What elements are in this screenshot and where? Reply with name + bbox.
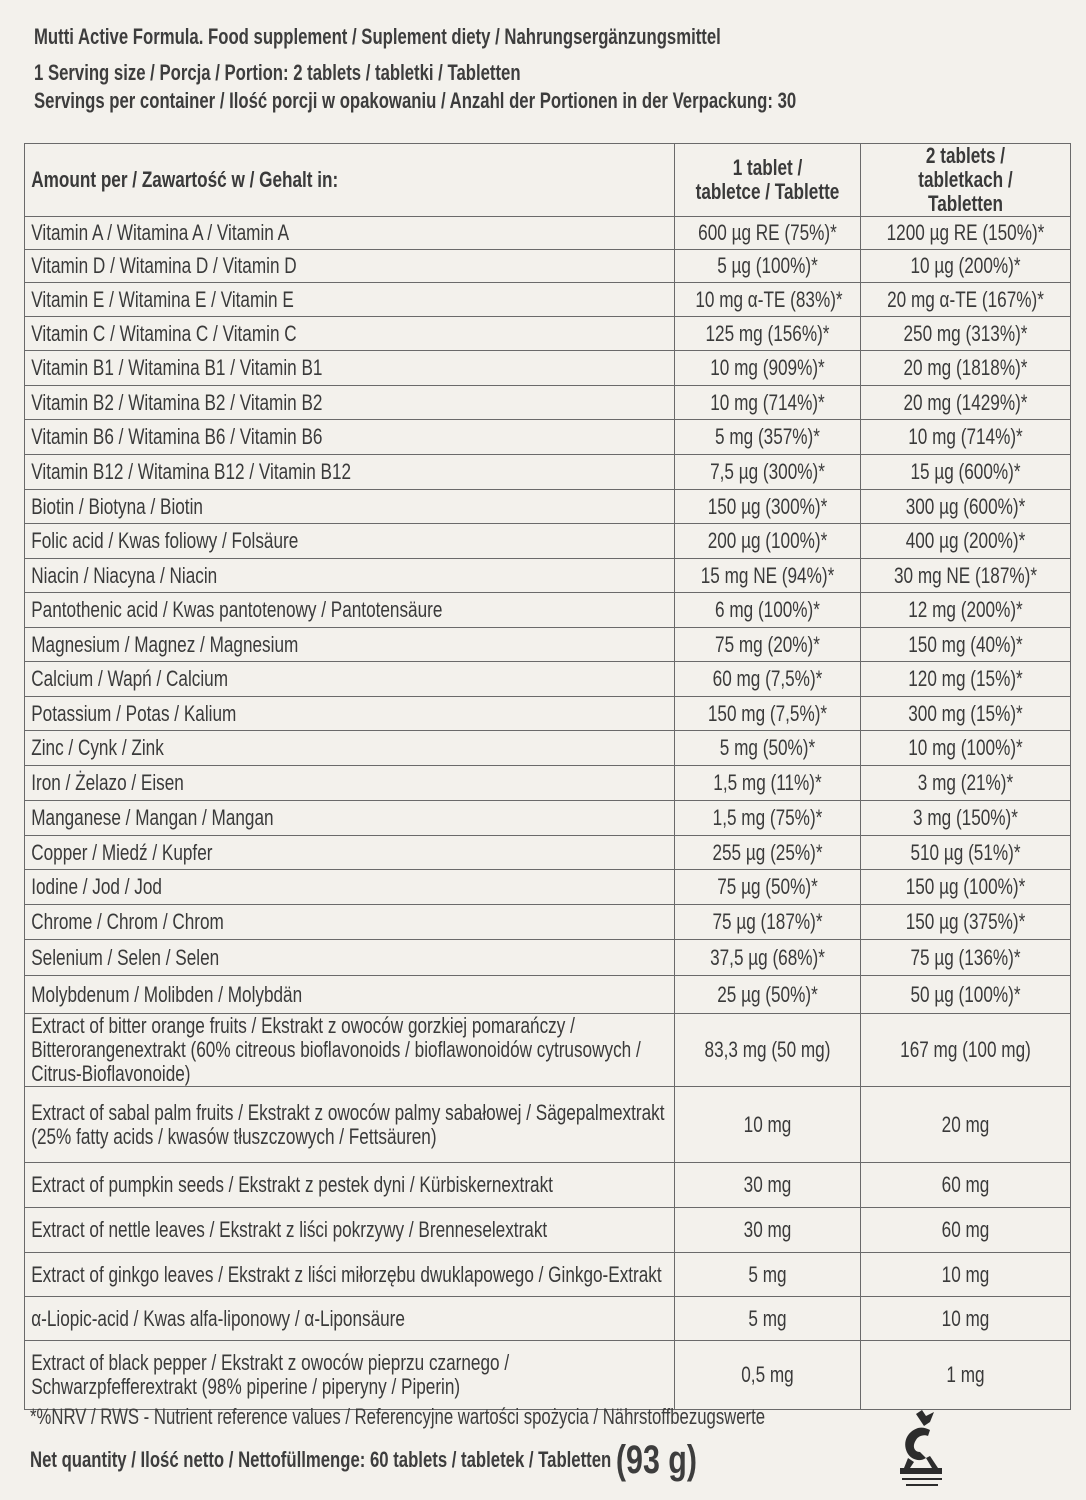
ingredient-name: Zinc / Cynk / Zink xyxy=(31,735,164,760)
ingredient-name-cell xyxy=(25,662,675,697)
ingredient-name-cell xyxy=(25,386,675,420)
ingredient-name: Manganese / Mangan / Mangan xyxy=(31,805,274,830)
ingredient-name: Biotin / Biotyna / Biotin xyxy=(31,493,203,519)
amount-two-tablets: 50 µg (100%)* xyxy=(910,981,1021,1007)
table-row xyxy=(25,801,1071,836)
amount-two-tablets: 150 µg (375%)* xyxy=(905,909,1026,934)
amount-two-tablets-cell xyxy=(861,217,1071,250)
table-row xyxy=(25,1087,1071,1163)
ingredient-name-cell xyxy=(25,1208,675,1253)
amount-two-tablets-cell xyxy=(861,697,1071,731)
ingredient-name-cell xyxy=(25,250,675,283)
amount-one-tablet: 1,5 mg (11%)* xyxy=(713,770,822,795)
ingredient-name-cell xyxy=(25,1163,675,1208)
amount-two-tablets: 1200 µg RE (150%)* xyxy=(886,220,1045,245)
amount-one-tablet: 15 mg NE (94%)* xyxy=(700,562,835,588)
ingredient-name: Extract of ginkgo leaves / Ekstrakt z liści miłorzębu dwuklapowego / Ginkgo-Extrakt xyxy=(31,1261,662,1287)
ingredient-name-cell xyxy=(25,836,675,870)
table-row xyxy=(25,455,1071,490)
ingredient-name: Extract of sabal palm fruits / Ekstrakt z owoców palmy sabałowej / Sägepalmextrakt (25% fatty acids / kwasów tłuszczowych / Fettsäuren) xyxy=(31,1099,665,1149)
amount-one-tablet: 1,5 mg (75%)* xyxy=(712,805,823,830)
amount-two-tablets: 20 mg α-TE (167%)* xyxy=(887,286,1044,312)
ingredient-name: Vitamin B6 / Witamina B6 / Vitamin B6 xyxy=(31,424,323,449)
net-quantity-label: Net quantity / Ilość netto / Nettofüllmenge: 60 tablets / tabletek / Tabletten xyxy=(30,1447,612,1472)
amount-one-tablet: 30 mg xyxy=(743,1172,792,1197)
ingredient-name-cell xyxy=(25,593,675,628)
amount-one-tablet-cell xyxy=(675,524,861,559)
amount-two-tablets: 3 mg (150%)* xyxy=(913,805,1018,830)
amount-one-tablet-cell xyxy=(675,1163,861,1208)
amount-one-tablet: 5 mg xyxy=(748,1261,787,1287)
amount-one-tablet: 0,5 mg xyxy=(741,1362,794,1387)
ingredient-name: Extract of black pepper / Ekstrakt z owoców pieprzu czarnego / Schwarzpfefferextrakt (98% piperine / piperyny / Piperin) xyxy=(31,1350,510,1399)
amount-one-tablet-cell xyxy=(675,697,861,731)
amount-two-tablets: 20 mg (1818%)* xyxy=(903,355,1028,380)
amount-two-tablets-cell xyxy=(861,1087,1071,1163)
ingredient-name: Iodine / Jod / Jod xyxy=(31,874,162,899)
nrv-footnote: *%NRV / RWS - Nutrient reference values / Referencyjne wartości spożycia / Nährstoffbezugswerte xyxy=(30,1404,766,1429)
table-row xyxy=(25,250,1071,283)
amount-two-tablets-cell xyxy=(861,836,1071,870)
amount-one-tablet-cell xyxy=(675,1208,861,1253)
table-row xyxy=(25,217,1071,250)
amount-one-tablet-cell xyxy=(675,217,861,250)
amount-two-tablets: 1 mg xyxy=(946,1362,985,1387)
amount-two-tablets-cell xyxy=(861,455,1071,490)
amount-two-tablets-cell xyxy=(861,1341,1071,1410)
amount-two-tablets: 10 mg (100%)* xyxy=(908,735,1023,760)
ingredient-name-cell xyxy=(25,1087,675,1163)
amount-two-tablets: 30 mg NE (187%)* xyxy=(893,562,1038,588)
ingredient-name-cell xyxy=(25,1014,675,1087)
nutrition-table xyxy=(24,143,1071,1410)
ingredient-name-cell xyxy=(25,697,675,731)
amount-one-tablet-cell xyxy=(675,940,861,976)
ingredient-name: Extract of pumpkin seeds / Ekstrakt z pestek dyni / Kürbiskernextrakt xyxy=(31,1172,553,1197)
amount-two-tablets-cell xyxy=(861,317,1071,351)
table-row xyxy=(25,1163,1071,1208)
amount-one-tablet: 200 µg (100%)* xyxy=(707,528,828,553)
table-row xyxy=(25,836,1071,870)
amount-two-tablets: 120 mg (15%)* xyxy=(908,666,1023,691)
amount-one-tablet-cell xyxy=(675,1087,861,1163)
ingredient-name: Vitamin B2 / Witamina B2 / Vitamin B2 xyxy=(31,389,323,415)
amount-two-tablets-cell xyxy=(861,1163,1071,1208)
ingredient-name-cell xyxy=(25,1297,675,1341)
amount-one-tablet-cell xyxy=(675,386,861,420)
amount-one-tablet: 5 mg xyxy=(748,1305,787,1331)
amount-two-tablets-cell xyxy=(861,490,1071,524)
table-row xyxy=(25,1253,1071,1297)
table-row xyxy=(25,1208,1071,1253)
amount-one-tablet: 6 mg (100%)* xyxy=(715,597,820,622)
ingredient-name-cell xyxy=(25,976,675,1014)
column-header-two-tablets: 2 tablets / tabletkach / Tabletten xyxy=(861,144,1071,217)
amount-one-tablet: 5 mg (357%)* xyxy=(715,424,820,449)
amount-two-tablets-cell xyxy=(861,250,1071,283)
ingredient-name-cell xyxy=(25,1253,675,1297)
ingredient-name: Chrome / Chrom / Chrom xyxy=(31,909,224,934)
table-row xyxy=(25,1297,1071,1341)
amount-two-tablets: 150 µg (100%)* xyxy=(905,874,1026,899)
column-header-one-tablet: 1 tablet / tabletce / Tablette xyxy=(675,144,861,217)
amount-one-tablet: 5 µg (100%)* xyxy=(717,253,818,278)
amount-two-tablets: 10 µg (200%)* xyxy=(910,253,1021,278)
amount-one-tablet: 5 mg (50%)* xyxy=(719,735,816,760)
amount-one-tablet: 10 mg (909%)* xyxy=(710,355,825,380)
amount-one-tablet-cell xyxy=(675,250,861,283)
amount-two-tablets-cell xyxy=(861,628,1071,662)
ingredient-name-cell xyxy=(25,905,675,940)
amount-one-tablet-cell xyxy=(675,1297,861,1341)
table-row xyxy=(25,386,1071,420)
ingredient-name-cell xyxy=(25,455,675,490)
ingredient-name: Vitamin B1 / Witamina B1 / Vitamin B1 xyxy=(31,355,323,380)
ingredient-name: Vitamin C / Witamina C / Vitamin C xyxy=(31,320,297,346)
ingredient-name: Selenium / Selen / Selen xyxy=(31,944,220,970)
amount-two-tablets-cell xyxy=(861,976,1071,1014)
amount-two-tablets-cell xyxy=(861,386,1071,420)
table-row xyxy=(25,490,1071,524)
amount-one-tablet-cell xyxy=(675,559,861,593)
amount-one-tablet: 150 mg (7,5%)* xyxy=(707,700,828,726)
amount-one-tablet-cell xyxy=(675,283,861,317)
amount-one-tablet: 10 mg α-TE (83%)* xyxy=(695,286,843,312)
ingredient-name: Magnesium / Magnez / Magnesium xyxy=(31,631,299,657)
amount-two-tablets: 300 µg (600%)* xyxy=(905,493,1026,519)
table-row xyxy=(25,317,1071,351)
ingredient-name-cell xyxy=(25,283,675,317)
amount-two-tablets-cell xyxy=(861,559,1071,593)
amount-two-tablets: 10 mg xyxy=(941,1261,990,1287)
ingredient-name: Vitamin E / Witamina E / Vitamin E xyxy=(31,286,294,312)
amount-two-tablets: 510 µg (51%)* xyxy=(910,839,1021,865)
amount-one-tablet: 150 µg (300%)* xyxy=(707,493,828,519)
amount-two-tablets-cell xyxy=(861,905,1071,940)
ingredient-name: Pantothenic acid / Kwas pantotenowy / Pantotensäure xyxy=(31,597,443,622)
ingredient-name-cell xyxy=(25,559,675,593)
ingredient-name-cell xyxy=(25,420,675,455)
amount-one-tablet: 125 mg (156%)* xyxy=(705,320,830,346)
ingredient-name-cell xyxy=(25,317,675,351)
ingredient-name: Vitamin B12 / Witamina B12 / Vitamin B12 xyxy=(31,459,352,484)
net-weight: (93 g) xyxy=(615,1438,697,1482)
table-row xyxy=(25,524,1071,559)
ingredient-name: Iron / Żelazo / Eisen xyxy=(31,770,184,795)
amount-two-tablets: 20 mg (1429%)* xyxy=(903,389,1028,415)
amount-one-tablet-cell xyxy=(675,870,861,905)
amount-two-tablets: 12 mg (200%)* xyxy=(908,597,1023,622)
amount-two-tablets: 60 mg xyxy=(941,1217,990,1242)
ingredient-name: Folic acid / Kwas foliowy / Folsäure xyxy=(31,528,299,553)
ingredient-name-cell xyxy=(25,766,675,801)
ingredient-name-cell xyxy=(25,217,675,250)
amount-two-tablets: 150 mg (40%)* xyxy=(908,631,1023,657)
amount-two-tablets-cell xyxy=(861,351,1071,386)
amount-one-tablet: 600 µg RE (75%)* xyxy=(698,220,837,245)
amount-one-tablet: 75 µg (187%)* xyxy=(712,909,823,934)
amount-two-tablets: 400 µg (200%)* xyxy=(905,528,1026,553)
ingredient-name: Calcium / Wapń / Calcium xyxy=(31,666,228,691)
amount-one-tablet: 75 mg (20%)* xyxy=(715,631,820,657)
amount-one-tablet-cell xyxy=(675,1014,861,1087)
amount-one-tablet: 60 mg (7,5%)* xyxy=(712,666,823,691)
ingredient-name-cell xyxy=(25,628,675,662)
amount-two-tablets: 250 mg (313%)* xyxy=(903,320,1028,346)
table-row xyxy=(25,1014,1071,1087)
ingredient-name: Copper / Miedź / Kupfer xyxy=(31,839,213,865)
table-row xyxy=(25,593,1071,628)
ingredient-name-cell xyxy=(25,524,675,559)
ingredient-name: Vitamin D / Witamina D / Vitamin D xyxy=(31,253,297,278)
table-row xyxy=(25,870,1071,905)
amount-one-tablet-cell xyxy=(675,420,861,455)
amount-one-tablet: 75 µg (50%)* xyxy=(717,874,818,899)
amount-one-tablet-cell xyxy=(675,801,861,836)
amount-one-tablet: 255 µg (25%)* xyxy=(712,839,823,865)
ingredient-name: Extract of bitter orange fruits / Ekstrakt z owoców gorzkiej pomarańczy / Bitterorangenextrakt (60% citreous bioflavonoids / bioflawonoidów cytrusowych / Citrus-Bioflavonoide) xyxy=(31,1013,641,1086)
amount-two-tablets-cell xyxy=(861,662,1071,697)
servings-per-container: Servings per container / Ilość porcji w opakowaniu / Anzahl der Portionen in der Verpackung: 30 xyxy=(34,88,797,113)
table-row xyxy=(25,420,1071,455)
amount-one-tablet-cell xyxy=(675,662,861,697)
table-row xyxy=(25,731,1071,766)
amount-one-tablet-cell xyxy=(675,905,861,940)
table-row xyxy=(25,662,1071,697)
amount-two-tablets-cell xyxy=(861,1014,1071,1087)
amount-one-tablet-cell xyxy=(675,731,861,766)
table-row xyxy=(25,283,1071,317)
amount-two-tablets-cell xyxy=(861,940,1071,976)
amount-two-tablets: 15 µg (600%)* xyxy=(910,459,1021,484)
amount-two-tablets: 75 µg (136%)* xyxy=(910,944,1021,970)
amount-two-tablets: 300 mg (15%)* xyxy=(908,700,1023,726)
amount-one-tablet-cell xyxy=(675,593,861,628)
amount-one-tablet-cell xyxy=(675,1253,861,1297)
table-row xyxy=(25,351,1071,386)
ingredient-name: Extract of nettle leaves / Ekstrakt z liści pokrzywy / Brenneselextrakt xyxy=(31,1217,548,1242)
amount-one-tablet: 10 mg xyxy=(743,1111,792,1137)
ingredient-name-cell xyxy=(25,940,675,976)
amount-one-tablet-cell xyxy=(675,351,861,386)
amount-two-tablets-cell xyxy=(861,1208,1071,1253)
ingredient-name: Niacin / Niacyna / Niacin xyxy=(31,562,218,588)
ingredient-name-cell xyxy=(25,801,675,836)
amount-two-tablets-cell xyxy=(861,801,1071,836)
amount-two-tablets: 10 mg xyxy=(941,1305,990,1331)
amount-two-tablets-cell xyxy=(861,593,1071,628)
laboratory-tested-logo-icon xyxy=(896,1408,948,1492)
amount-two-tablets: 10 mg (714%)* xyxy=(908,424,1023,449)
amount-two-tablets-cell xyxy=(861,766,1071,801)
amount-two-tablets-cell xyxy=(861,1253,1071,1297)
ingredient-name-cell xyxy=(25,351,675,386)
amount-one-tablet-cell xyxy=(675,455,861,490)
amount-one-tablet: 10 mg (714%)* xyxy=(710,389,825,415)
ingredient-name: α-Liopic-acid / Kwas alfa-liponowy / α-Liponsäure xyxy=(31,1305,405,1331)
amount-two-tablets-cell xyxy=(861,524,1071,559)
amount-two-tablets: 3 mg (21%)* xyxy=(917,770,1014,795)
column-header-ingredient: Amount per / Zawartość w / Gehalt in: xyxy=(25,144,675,217)
amount-two-tablets-cell xyxy=(861,1297,1071,1341)
table-row xyxy=(25,559,1071,593)
amount-one-tablet: 30 mg xyxy=(743,1217,792,1242)
ingredient-name: Molybdenum / Molibden / Molybdän xyxy=(31,981,303,1007)
amount-one-tablet: 83,3 mg (50 mg) xyxy=(704,1037,831,1062)
product-title: Mutti Active Formula. Food supplement / Suplement diety / Nahrungsergänzungsmittel xyxy=(34,24,721,49)
amount-one-tablet-cell xyxy=(675,317,861,351)
net-quantity xyxy=(30,1438,697,1483)
table-row xyxy=(25,905,1071,940)
amount-one-tablet-cell xyxy=(675,490,861,524)
amount-one-tablet-cell xyxy=(675,836,861,870)
amount-one-tablet: 7,5 µg (300%)* xyxy=(710,459,825,484)
amount-one-tablet: 25 µg (50%)* xyxy=(717,981,818,1007)
table-row xyxy=(25,940,1071,976)
amount-two-tablets-cell xyxy=(861,731,1071,766)
table-header-row xyxy=(25,144,1071,217)
amount-two-tablets: 20 mg xyxy=(941,1111,990,1137)
table-row xyxy=(25,628,1071,662)
amount-two-tablets: 60 mg xyxy=(941,1172,990,1197)
table-row xyxy=(25,697,1071,731)
ingredient-name: Vitamin A / Witamina A / Vitamin A xyxy=(31,220,290,245)
amount-two-tablets: 167 mg (100 mg) xyxy=(900,1037,1031,1062)
ingredient-name: Potassium / Potas / Kalium xyxy=(31,700,237,726)
amount-one-tablet-cell xyxy=(675,1341,861,1410)
amount-one-tablet-cell xyxy=(675,628,861,662)
amount-two-tablets-cell xyxy=(861,420,1071,455)
amount-one-tablet-cell xyxy=(675,766,861,801)
amount-two-tablets-cell xyxy=(861,283,1071,317)
amount-one-tablet: 37,5 µg (68%)* xyxy=(710,944,825,970)
table-row xyxy=(25,766,1071,801)
ingredient-name-cell xyxy=(25,731,675,766)
amount-two-tablets-cell xyxy=(861,870,1071,905)
table-row xyxy=(25,1341,1071,1410)
table-row xyxy=(25,976,1071,1014)
ingredient-name-cell xyxy=(25,870,675,905)
serving-size: 1 Serving size / Porcja / Portion: 2 tablets / tabletki / Tabletten xyxy=(34,60,521,85)
amount-one-tablet-cell xyxy=(675,976,861,1014)
ingredient-name-cell xyxy=(25,1341,675,1410)
ingredient-name-cell xyxy=(25,490,675,524)
